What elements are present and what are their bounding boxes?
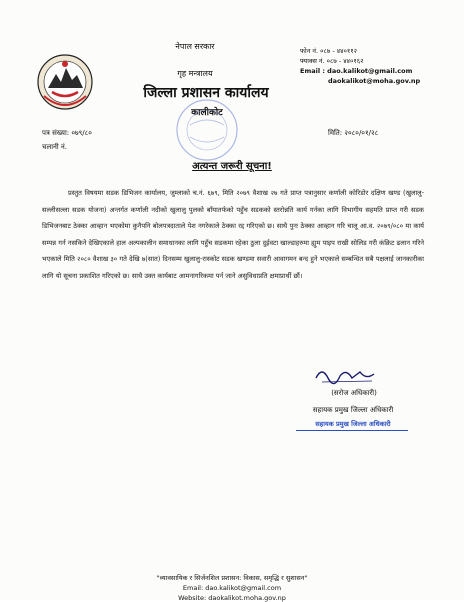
email-address-2[interactable]: daokalikot@moha.gov.np	[328, 77, 421, 85]
handwritten-signature	[312, 364, 382, 386]
email-address[interactable]: Email : dao.kalikot@gmail.com	[300, 67, 413, 75]
fax-number: फ्याक्स नं. ०८७ - ४४०१६२	[300, 57, 364, 65]
phone-number: फोन नं. ०८७ - ४४०११२	[300, 47, 358, 55]
signatory-title: सहायक प्रमुख जिल्ला अधिकारी	[312, 406, 394, 414]
nepal-emblem-icon	[36, 52, 94, 112]
government-name: नेपाल सरकार	[175, 42, 215, 51]
reference-block	[42, 126, 92, 154]
office-name: जिल्ला प्रशासन कार्यालय	[143, 85, 269, 101]
signatory-name: (सरोज अधिकारी)	[331, 389, 377, 397]
district-name: कालीकोट	[191, 108, 223, 118]
footer-email[interactable]: Email: dao.kalikot@gmail.com	[182, 584, 282, 592]
notice-title: अत्यन्त जरूरी सूचना!	[192, 161, 272, 172]
office-seal-stamp-icon	[172, 95, 242, 165]
letter-reference-number: पत्र संख्या: ०७९/८०	[42, 129, 92, 137]
footer-website[interactable]: Website: daokalikot.moha.gov.np	[178, 594, 286, 602]
stamp-underline	[296, 430, 408, 431]
contact-block	[300, 46, 460, 86]
footer-slogan: "व्यावसायिक र सिर्जनशिल प्रशासन: विकास, समृद्धि र सुशासन"	[156, 574, 308, 582]
dispatch-number: चलानी नं.	[42, 143, 68, 151]
notice-body: प्रस्तुत विषयमा सडक डिभिजन कार्यालय, जुम्लाको च.नं. ६७९, मिति २०७९ वैशाख २७ गते प्राप्त पत्रानुसार कर्णाली कोरिडोर दक्षिण खण्ड (खुलालु-सल्लीसल्ला सडक योजना) अन्तर्गत कर्णाली नदीको खुलालु पुलको बाँयातर्फको पहुँच सडकको स्तरोन्नति कार्य गर्नका लागि विभागीय सहमति प्राप्त गरी सडक डिभिजनबाट ठेक्का आव्हान भएकोमा कुनैपनि बोलपत्रदाताले पेश नगरेकाले ठेक्का रद्द गरिएको छ। साथै पुनः ठेक्का आव्हान गरि चालू आ.व. २०७९/०८० मा कार्य सम्पन्न गर्न नसकिने देखिएकाले हाल अल्पकालीन समाधानका लागि पहुँच सडकमा रहेका ठुला दुईवटा खाल्डाहरुमा ह्युम पाइप राखी सोलिड गरी कंक्रिट ढलान गरिने भएकाले मिति २०८० वैशाख ३० गते देखि ७(सात) दिनसम्म खुलालु-रास्कोट सडक खण्डमा सवारी आवागमन बन्द हुने भएकाले सम्बन्धित सबै पक्षलाई जानकारीका लागि यो सूचना प्रकाशित गरिएको छ। साथै उक्त कार्यबाट आमनागरिकमा पर्न जाने असुविधाप्रति क्षमाप्रार्थी छौं।	[42, 189, 424, 280]
ministry-name: गृह मन्त्रालय	[177, 69, 213, 78]
signatory-stamp: सहायक प्रमुख जिल्ला अधिकारी	[315, 420, 391, 428]
letter-date: मिति: २०८०/०१/२८	[328, 129, 379, 137]
